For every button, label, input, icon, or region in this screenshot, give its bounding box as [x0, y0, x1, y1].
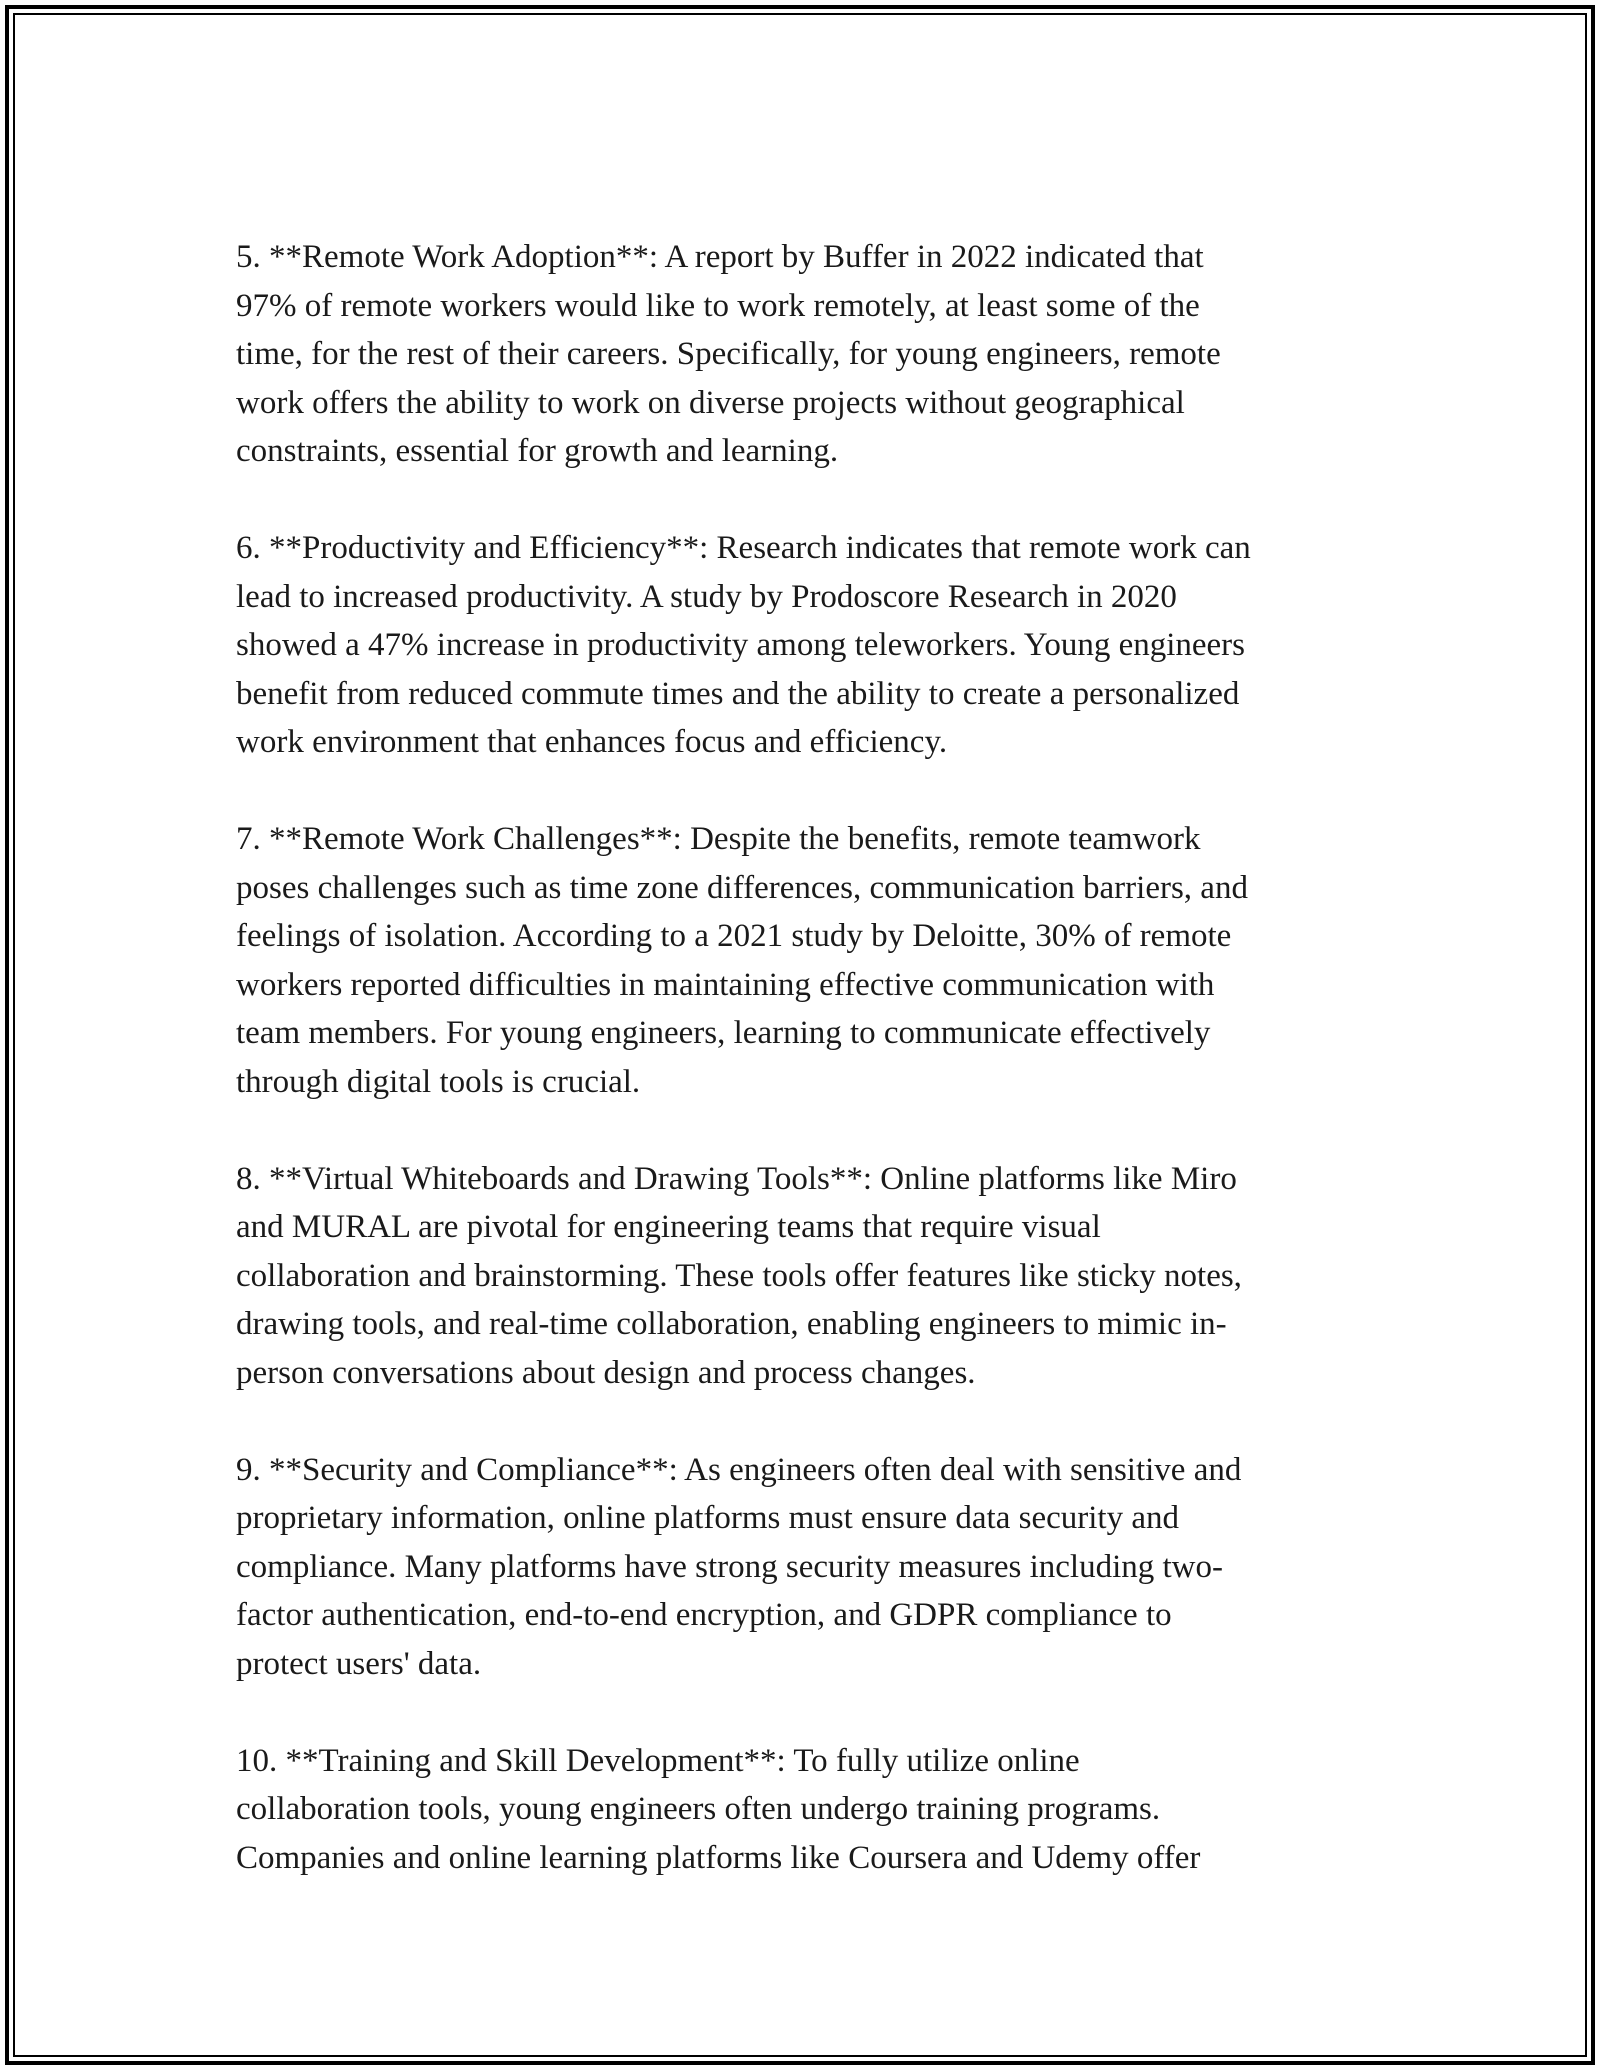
- paragraph-remote-work-adoption: [236, 233, 1396, 476]
- text-line: time, for the rest of their careers. Specifically, for young engineers, remote: [236, 336, 1221, 372]
- text-line: 9. **Security and Compliance**: As engineers often deal with sensitive and: [236, 1451, 1242, 1488]
- text-line: factor authentication, end-to-end encryption, and GDPR compliance to: [236, 1597, 1172, 1633]
- paragraph-virtual-whiteboards: [236, 1155, 1396, 1398]
- text-line: work environment that enhances focus and efficiency.: [236, 724, 948, 760]
- text-line: and MURAL are pivotal for engineering teams that require visual: [236, 1209, 1101, 1245]
- text-line: 5. **Remote Work Adoption**: A report by Buffer in 2022 indicated that: [236, 239, 1204, 275]
- text-line: lead to increased productivity. A study by Prodoscore Research in 2020: [236, 578, 1177, 615]
- text-line: feelings of isolation. According to a 2021 study by Deloitte, 30% of remote: [236, 918, 1232, 954]
- text-line: workers reported difficulties in maintaining effective communication with: [236, 966, 1215, 1003]
- text-line: 8. **Virtual Whiteboards and Drawing Tools**: Online platforms like Miro: [236, 1160, 1237, 1197]
- text-line: poses challenges such as time zone differences, communication barriers, and: [236, 869, 1248, 906]
- text-line: proprietary information, online platforms must ensure data security and: [236, 1500, 1179, 1536]
- paragraph-training-skill-development: [236, 1737, 1396, 1883]
- text-line: through digital tools is crucial.: [236, 1063, 641, 1100]
- text-line: person conversations about design and process changes.: [236, 1354, 976, 1391]
- text-line: protect users' data.: [236, 1645, 482, 1682]
- paragraph-remote-work-challenges: [236, 815, 1396, 1106]
- text-line: team members. For young engineers, learning to communicate effectively: [236, 1015, 1211, 1051]
- text-line: 97% of remote workers would like to work remotely, at least some of the: [236, 287, 1200, 324]
- text-line: 7. **Remote Work Challenges**: Despite the benefits, remote teamwork: [236, 821, 1201, 857]
- document-body: [236, 233, 1396, 1882]
- paragraph-productivity-efficiency: [236, 524, 1396, 767]
- text-line: Companies and online learning platforms like Coursera and Udemy offer: [236, 1839, 1201, 1876]
- paragraph-security-compliance: [236, 1446, 1396, 1689]
- text-line: collaboration tools, young engineers often undergo training programs.: [236, 1791, 1161, 1827]
- text-line: constraints, essential for growth and learning.: [236, 433, 839, 469]
- text-line: 10. **Training and Skill Development**: To fully utilize online: [236, 1742, 1080, 1779]
- text-line: benefit from reduced commute times and the ability to create a personalized: [236, 675, 1240, 712]
- text-line: work offers the ability to work on diverse projects without geographical: [236, 384, 1185, 421]
- text-line: collaboration and brainstorming. These tools offer features like sticky notes,: [236, 1257, 1242, 1294]
- text-line: showed a 47% increase in productivity among teleworkers. Young engineers: [236, 627, 1246, 663]
- text-line: 6. **Productivity and Efficiency**: Research indicates that remote work can: [236, 530, 1251, 566]
- text-line: drawing tools, and real-time collaboration, enabling engineers to mimic in-: [236, 1306, 1227, 1342]
- text-line: compliance. Many platforms have strong security measures including two-: [236, 1548, 1223, 1585]
